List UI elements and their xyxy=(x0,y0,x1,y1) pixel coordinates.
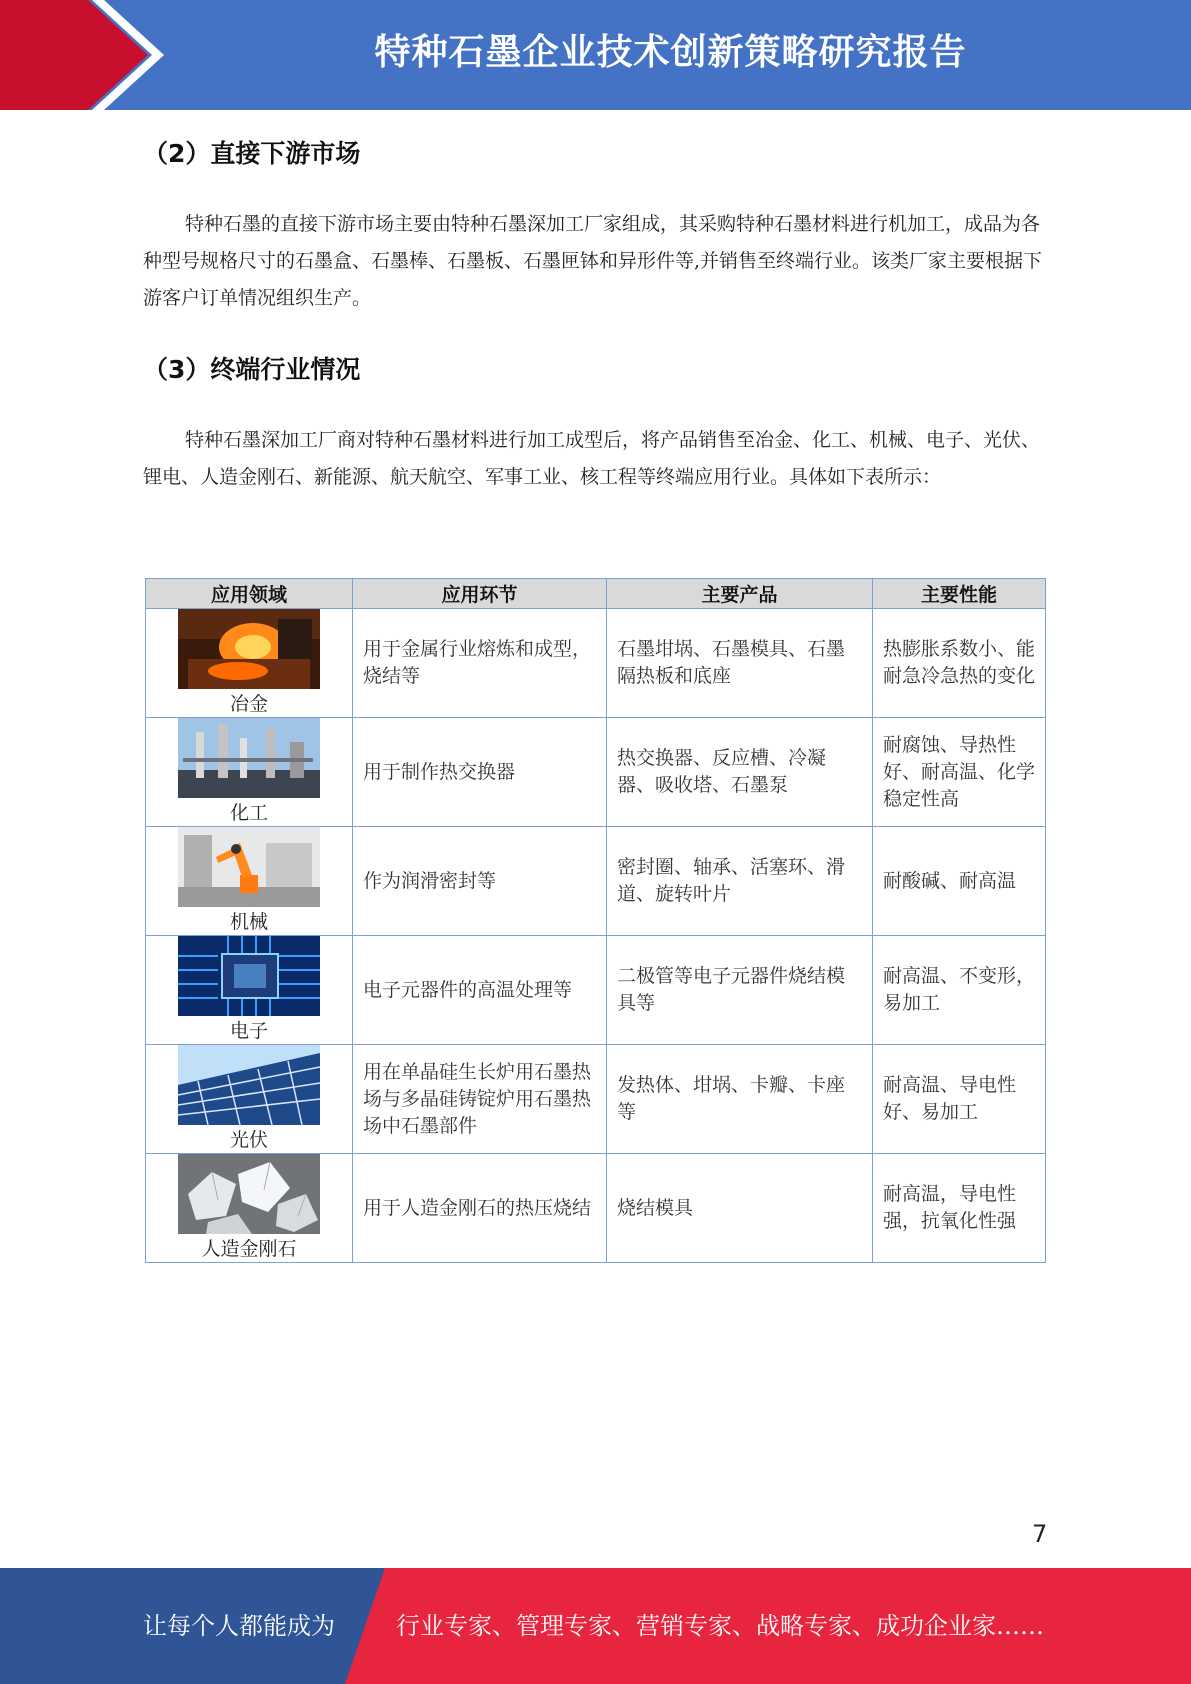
paragraph-terminal: 特种石墨深加工厂商对特种石墨材料进行加工成型后，将产品销售至冶金、化工、机械、电子、光伏、锂电、人造金刚石、新能源、航天航空、军事工业、核工程等终端应用行业。具体如下表所示： xyxy=(143,429,1041,488)
table-row xyxy=(146,827,1046,936)
page-header xyxy=(0,0,1191,110)
chip-photo xyxy=(178,936,320,1016)
table-row xyxy=(146,1154,1046,1263)
table-header-row xyxy=(146,579,1046,609)
products-cell: 热交换器、反应槽、冷凝器、吸收塔、石墨泵 xyxy=(607,718,873,827)
robot-arm-photo xyxy=(178,827,320,907)
domain-cell xyxy=(146,1154,353,1263)
stage-cell: 用于人造金刚石的热压烧结 xyxy=(353,1154,607,1263)
footer-slogan-right: 行业专家、管理专家、营销专家、战略专家、成功企业家…… xyxy=(396,1612,1044,1640)
chemical-plant-photo xyxy=(178,718,320,798)
domain-cell xyxy=(146,609,353,718)
column-header-stage: 应用环节 xyxy=(353,579,607,609)
domain-label: 化工 xyxy=(229,802,268,824)
domain-label: 机械 xyxy=(229,911,268,933)
table-row xyxy=(146,718,1046,827)
table-row xyxy=(146,1045,1046,1154)
products-cell: 密封圈、轴承、活塞环、滑道、旋转叶片 xyxy=(607,827,873,936)
performance-cell: 耐高温、导电性好、易加工 xyxy=(873,1045,1046,1154)
stage-cell: 用于制作热交换器 xyxy=(353,718,607,827)
page-number: 7 xyxy=(1032,1520,1048,1548)
domain-label: 人造金刚石 xyxy=(201,1238,297,1260)
column-header-performance: 主要性能 xyxy=(873,579,1046,609)
stage-cell: 电子元器件的高温处理等 xyxy=(353,936,607,1045)
report-title: 特种石墨企业技术创新策略研究报告 xyxy=(374,32,967,73)
products-cell: 石墨坩埚、石墨模具、石墨隔热板和底座 xyxy=(607,609,873,718)
domain-label: 光伏 xyxy=(229,1129,268,1151)
column-header-products: 主要产品 xyxy=(607,579,873,609)
performance-cell: 耐腐蚀、导热性好、耐高温、化学稳定性高 xyxy=(873,718,1046,827)
products-cell: 烧结模具 xyxy=(607,1154,873,1263)
domain-cell xyxy=(146,1045,353,1154)
paragraph-downstream: 特种石墨的直接下游市场主要由特种石墨深加工厂家组成，其采购特种石墨材料进行机加工，成品为各种型号规格尺寸的石墨盒、石墨棒、石墨板、石墨匣钵和异形件等,并销售至终端行业。该类厂家主要根据下游客户订单情况组织生产。 xyxy=(143,213,1043,309)
section-heading-terminal: （3）终端行业情况 xyxy=(143,355,361,384)
application-table xyxy=(145,578,1046,1263)
diamond-photo xyxy=(178,1154,320,1234)
domain-label: 电子 xyxy=(229,1020,268,1042)
domain-label: 冶金 xyxy=(229,693,268,715)
page-footer xyxy=(0,1568,1191,1684)
performance-cell: 耐高温，导电性强，抗氧化性强 xyxy=(873,1154,1046,1263)
column-header-domain: 应用领域 xyxy=(146,579,353,609)
performance-cell: 耐酸碱、耐高温 xyxy=(873,827,1046,936)
footer-slogan-left: 让每个人都能成为 xyxy=(143,1612,335,1640)
solar-panel-photo xyxy=(178,1045,320,1125)
stage-cell: 用在单晶硅生长炉用石墨热场与多晶硅铸锭炉用石墨热场中石墨部件 xyxy=(353,1045,607,1154)
table-row xyxy=(146,609,1046,718)
metallurgy-photo xyxy=(178,609,320,689)
performance-cell: 热膨胀系数小、能耐急冷急热的变化 xyxy=(873,609,1046,718)
domain-cell xyxy=(146,718,353,827)
products-cell: 二极管等电子元器件烧结模具等 xyxy=(607,936,873,1045)
stage-cell: 用于金属行业熔炼和成型，烧结等 xyxy=(353,609,607,718)
products-cell: 发热体、坩埚、卡瓣、卡座等 xyxy=(607,1045,873,1154)
domain-cell xyxy=(146,936,353,1045)
section-heading-downstream: （2）直接下游市场 xyxy=(143,139,361,168)
domain-cell xyxy=(146,827,353,936)
table-row xyxy=(146,936,1046,1045)
performance-cell: 耐高温、不变形，易加工 xyxy=(873,936,1046,1045)
stage-cell: 作为润滑密封等 xyxy=(353,827,607,936)
